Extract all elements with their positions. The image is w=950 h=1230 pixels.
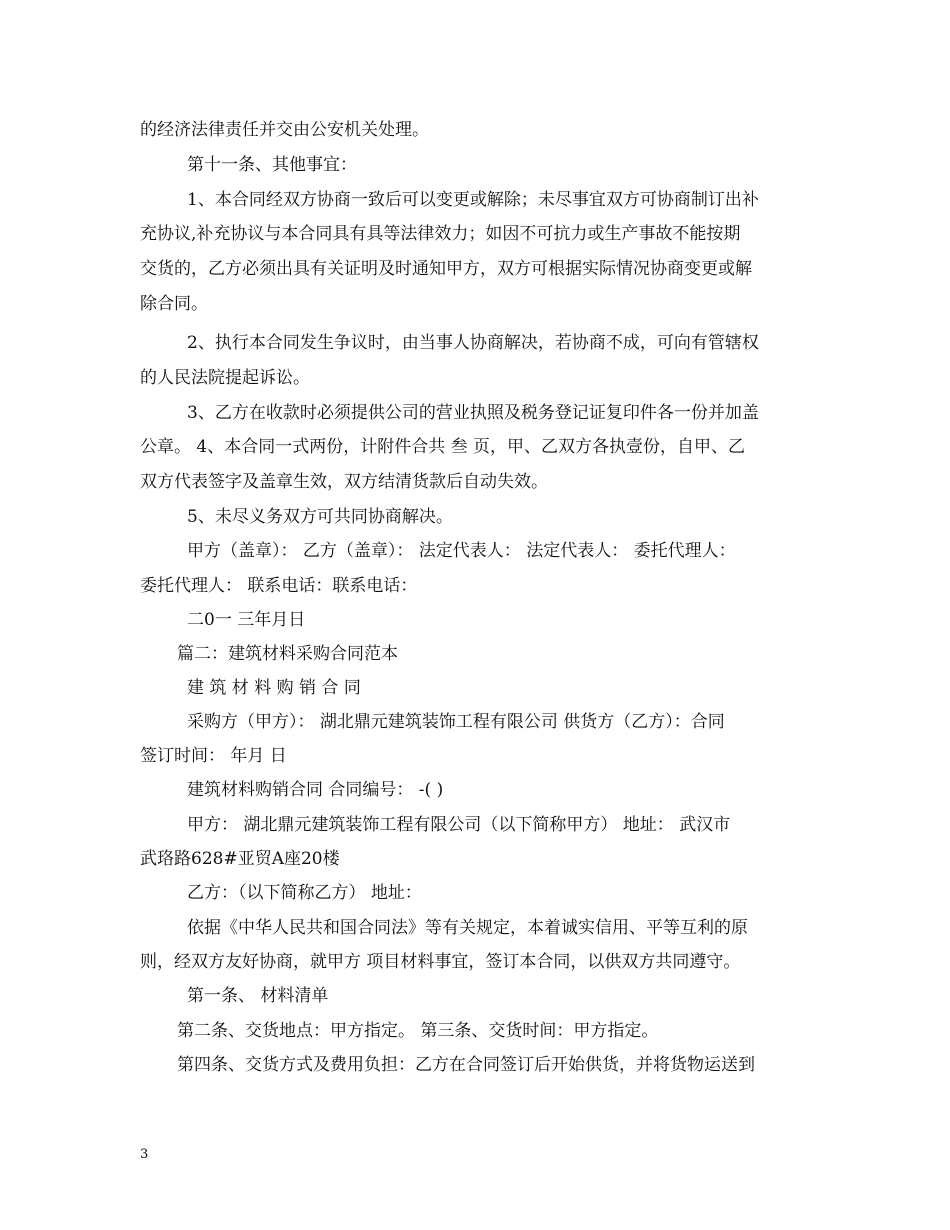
text-line: 除合同。 [140,294,208,314]
text-line: 签订时间： 年月 日 [140,746,287,766]
text-line: 甲方： 湖北鼎元建筑装饰工程有限公司（以下简称甲方） 地址： 武汉市 [187,815,731,835]
text-line: 充协议,补充协议与本合同具有具等法律效力；如因不可抗力或生产事故不能按期 [140,224,741,244]
text-line: 乙方：（以下简称乙方） 地址： [187,883,422,903]
text-line: 3、乙方在收款时必须提供公司的营业执照及税务登记证复印件各一份并加盖 [187,403,759,423]
text-line: 采购方（甲方）： 湖北鼎元建筑装饰工程有限公司 供货方（乙方）：合同 [187,712,725,732]
text-line: 建筑材料购销合同 合同编号： -( ) [187,780,444,800]
text-line: 交货的，乙方必须出具有关证明及时通知甲方，双方可根据实际情况协商变更或解 [140,259,752,279]
text-line: 依据《中华人民共和国合同法》等有关规定，本着诚实信用、平等互利的原 [187,918,748,938]
text-line: 武珞路628#亚贸A座20楼 [140,849,340,869]
text-line: 第十一条、其他事宜： [187,155,357,175]
text-line: 则，经双方友好协商，就甲方 项目材料事宜，签订本合同，以供双方共同遵守。 [140,952,741,972]
text-line: 的经济法律责任并交由公安机关处理。 [140,120,429,140]
text-line: 1、本合同经双方协商一致后可以变更或解除；未尽事宜双方可协商制订出补 [187,190,759,210]
text-line: 2、执行本合同发生争议时，由当事人协商解决，若协商不成，可向有管辖权 [187,333,759,353]
text-line: 第二条、交货地点：甲方指定。 第三条、交货时间：甲方指定。 [177,1021,659,1041]
date-line: 二0一 三年月日 [187,610,306,630]
text-line: 的人民法院提起诉讼。 [140,368,310,388]
section-title: 篇二：建筑材料采购合同范本 [177,644,398,664]
signature-line: 委托代理人： 联系电话：联系电话： [140,576,418,596]
text-line: 5、未尽义务双方可共同协商解决。 [187,507,453,527]
text-line: 双方代表签字及盖章生效，双方结清货款后自动失效。 [140,472,548,492]
signature-line: 甲方（盖章）： 乙方（盖章）： 法定代表人： 法定代表人： 委托代理人： [187,541,736,561]
contract-title: 建 筑 材 料 购 销 合 同 [187,678,361,698]
page-number: 3 [140,1147,149,1162]
text-line: 公章。 4、本合同一式两份，计附件合共 叁 页，甲、乙双方各执壹份，自甲、乙 [140,437,746,457]
text-line: 第四条、交货方式及费用负担：乙方在合同签订后开始供货，并将货物运送到 [177,1055,755,1075]
text-line: 第一条、 材料清单 [187,986,329,1006]
